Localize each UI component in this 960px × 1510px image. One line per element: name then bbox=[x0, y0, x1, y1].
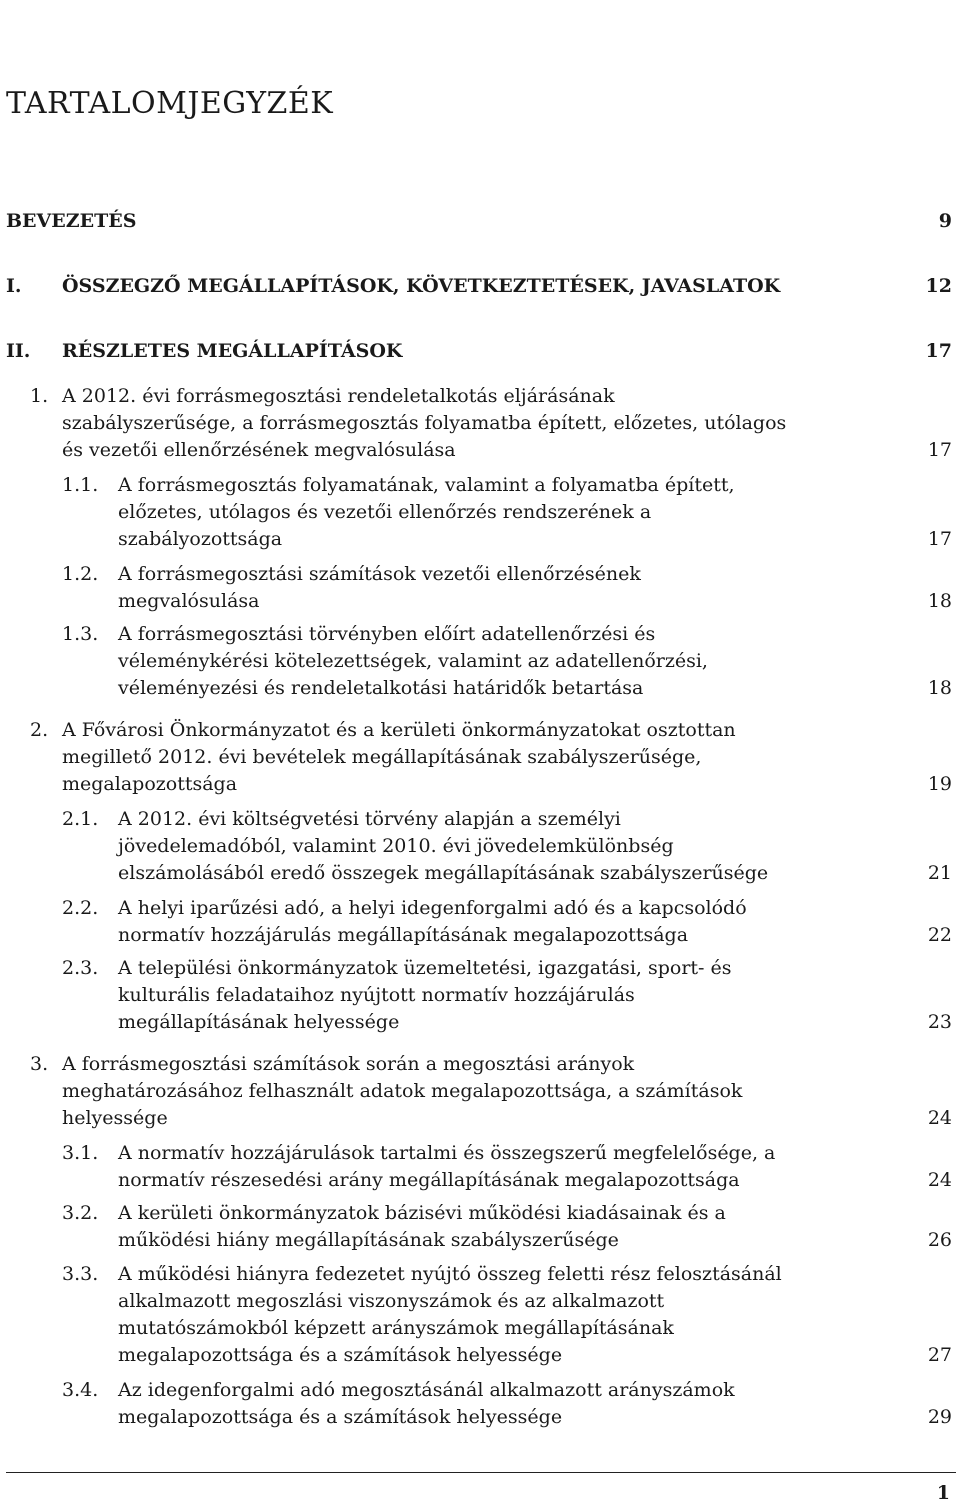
toc-entry bbox=[0, 472, 960, 553]
toc-entry-page: 18 bbox=[927, 590, 952, 612]
toc-entry bbox=[0, 273, 960, 300]
toc-entry-line: előzetes, utólagos és vezetői ellenőrzés rendszerének a bbox=[118, 501, 652, 523]
toc-entry-line: meghatározásához felhasznált adatok megalapozottsága, a számítások bbox=[62, 1080, 743, 1102]
toc-entry bbox=[0, 383, 960, 464]
toc-entry bbox=[0, 1200, 960, 1254]
toc-entry-text bbox=[62, 338, 402, 365]
toc-entry bbox=[0, 1051, 960, 1132]
toc-entry bbox=[0, 1140, 960, 1194]
toc-entry-number: 3.3. bbox=[62, 1263, 99, 1285]
toc-entry-line: A kerületi önkormányzatok bázisévi működési kiadásainak és a bbox=[118, 1202, 726, 1224]
toc-entry-text bbox=[118, 1140, 775, 1194]
toc-entry-page: 17 bbox=[925, 340, 952, 362]
toc-entry-line: A 2012. évi forrásmegosztási rendeletalkotás eljárásának bbox=[62, 385, 615, 407]
toc-entry-text bbox=[62, 383, 786, 464]
toc-entry-text bbox=[6, 208, 136, 235]
toc-entry-number: 1.3. bbox=[62, 623, 99, 645]
toc-entry bbox=[0, 955, 960, 1036]
toc-entry-line: alkalmazott megoszlási viszonyszámok és az alkalmazott bbox=[118, 1290, 665, 1312]
toc-entry-text bbox=[118, 472, 735, 553]
toc-entry-line: megalapozottsága és a számítások helyessége bbox=[118, 1344, 563, 1366]
toc-entry-line: A települési önkormányzatok üzemeltetési, igazgatási, sport- és bbox=[118, 957, 732, 979]
toc-entry bbox=[0, 1261, 960, 1369]
toc-title: TARTALOMJEGYZÉK bbox=[6, 86, 334, 121]
toc-entry-line: helyessége bbox=[62, 1107, 168, 1129]
toc-entry-number: 3. bbox=[30, 1053, 49, 1075]
toc-entry-page: 12 bbox=[925, 275, 952, 297]
toc-entry-number: 1.2. bbox=[62, 563, 99, 585]
toc-entry-line: megalapozottsága és a számítások helyessége bbox=[118, 1406, 563, 1428]
toc-entry-page: 17 bbox=[927, 439, 952, 461]
toc-entry-page: 29 bbox=[927, 1406, 952, 1428]
toc-entry-page: 23 bbox=[927, 1011, 952, 1033]
toc-entry bbox=[0, 338, 960, 365]
toc-entry-line: normatív részesedési arány megállapításának megalapozottsága bbox=[118, 1169, 740, 1191]
toc-entry-page: 24 bbox=[927, 1107, 952, 1129]
toc-entry bbox=[0, 621, 960, 702]
toc-entry-text bbox=[62, 717, 736, 798]
toc-entry-line: A forrásmegosztási törvényben előírt adatellenőrzési és bbox=[118, 623, 656, 645]
toc-entry-line: megállapításának helyessége bbox=[118, 1011, 400, 1033]
toc-entry-number: I. bbox=[6, 275, 22, 297]
toc-entry-line: jövedelemadóból, valamint 2010. évi jövedelemkülönbség bbox=[118, 835, 674, 857]
toc-entry-page: 18 bbox=[927, 677, 952, 699]
toc-entry-number: 2.3. bbox=[62, 957, 99, 979]
toc-entry bbox=[0, 717, 960, 798]
toc-entry-text bbox=[62, 1051, 742, 1132]
toc-entry-page: 27 bbox=[927, 1344, 952, 1366]
toc-entry bbox=[0, 1377, 960, 1431]
toc-entry bbox=[0, 208, 960, 235]
toc-entry-line: szabályozottsága bbox=[118, 528, 283, 550]
toc-entry-text bbox=[118, 1200, 726, 1254]
footer-rule bbox=[6, 1472, 956, 1473]
toc-entry-number: 3.2. bbox=[62, 1202, 99, 1224]
toc-entry-page: 22 bbox=[927, 924, 952, 946]
toc-entry-page: 24 bbox=[927, 1169, 952, 1191]
toc-entry-line: A forrásmegosztás folyamatának, valamint a folyamatba épített, bbox=[118, 474, 735, 496]
toc-entry-page: 26 bbox=[927, 1229, 952, 1251]
toc-entry-number: 1.1. bbox=[62, 474, 99, 496]
toc-entry-line: szabályszerűsége, a forrásmegosztás folyamatba épített, előzetes, utólagos bbox=[62, 412, 787, 434]
toc-entry-line: megalapozottsága bbox=[62, 773, 238, 795]
toc-entry-line: elszámolásából eredő összegek megállapításának szabályszerűsége bbox=[118, 862, 769, 884]
toc-entry-number: II. bbox=[6, 340, 31, 362]
toc-entry-number: 2.1. bbox=[62, 808, 99, 830]
toc-entry-line: A forrásmegosztási számítások vezetői ellenőrzésének bbox=[118, 563, 641, 585]
toc-entry-line: megvalósulása bbox=[118, 590, 260, 612]
toc-entry bbox=[0, 561, 960, 615]
toc-entry-page: 21 bbox=[927, 862, 952, 884]
toc-entry-line: A működési hiányra fedezetet nyújtó összeg feletti rész felosztásánál bbox=[118, 1263, 782, 1285]
toc-entry-line: Az idegenforgalmi adó megosztásánál alkalmazott arányszámok bbox=[118, 1379, 735, 1401]
toc-entry-line: véleménykérési kötelezettségek, valamint az adatellenőrzési, bbox=[118, 650, 708, 672]
toc-entry-number: 1. bbox=[30, 385, 49, 407]
toc-entry bbox=[0, 806, 960, 887]
toc-entry-text bbox=[118, 561, 641, 615]
toc-entry-line: RÉSZLETES MEGÁLLAPÍTÁSOK bbox=[62, 340, 403, 362]
toc-entry-text bbox=[118, 1261, 782, 1369]
toc-entry-page: 19 bbox=[927, 773, 952, 795]
footer-page-number: 1 bbox=[936, 1482, 950, 1504]
toc-entry-line: A normatív hozzájárulások tartalmi és összegszerű megfelelősége, a bbox=[118, 1142, 776, 1164]
toc-entry-text bbox=[118, 955, 732, 1036]
toc-entry-text bbox=[118, 621, 708, 702]
toc-entry bbox=[0, 895, 960, 949]
toc-entry-line: kulturális feladataihoz nyújtott normatív hozzájárulás bbox=[118, 984, 635, 1006]
toc-entry-line: mutatószámokból képzett arányszámok megállapításának bbox=[118, 1317, 674, 1339]
toc-entry-line: A forrásmegosztási számítások során a megosztási arányok bbox=[62, 1053, 635, 1075]
toc-entry-number: 2.2. bbox=[62, 897, 99, 919]
toc-entry-line: működési hiány megállapításának szabályszerűsége bbox=[118, 1229, 619, 1251]
toc-entry-number: 3.1. bbox=[62, 1142, 99, 1164]
toc-entry-line: normatív hozzájárulás megállapításának megalapozottsága bbox=[118, 924, 689, 946]
toc-entry-line: A 2012. évi költségvetési törvény alapján a személyi bbox=[118, 808, 621, 830]
toc-entry-text bbox=[118, 895, 747, 949]
toc-entry-line: A helyi iparűzési adó, a helyi idegenforgalmi adó és a kapcsolódó bbox=[118, 897, 747, 919]
toc-entry-text bbox=[62, 273, 780, 300]
toc-entry-text bbox=[118, 1377, 735, 1431]
toc-entry-line: megillető 2012. évi bevételek megállapításának szabályszerűsége, bbox=[62, 746, 702, 768]
toc-entry-line: és vezetői ellenőrzésének megvalósulása bbox=[62, 439, 456, 461]
toc-entry-page: 9 bbox=[938, 210, 952, 232]
toc-entry-number: 3.4. bbox=[62, 1379, 99, 1401]
toc-entry-number: 2. bbox=[30, 719, 49, 741]
toc-entry-page: 17 bbox=[927, 528, 952, 550]
toc-entry-line: BEVEZETÉS bbox=[6, 210, 137, 232]
toc-entry-line: A Fővárosi Önkormányzatot és a kerületi önkormányzatokat osztottan bbox=[62, 719, 736, 741]
toc-entry-line: véleményezési és rendeletalkotási határidők betartása bbox=[118, 677, 644, 699]
toc-entry-line: ÖSSZEGZŐ MEGÁLLAPÍTÁSOK, KÖVETKEZTETÉSEK, JAVASLATOK bbox=[62, 275, 781, 297]
toc-entry-text bbox=[118, 806, 768, 887]
